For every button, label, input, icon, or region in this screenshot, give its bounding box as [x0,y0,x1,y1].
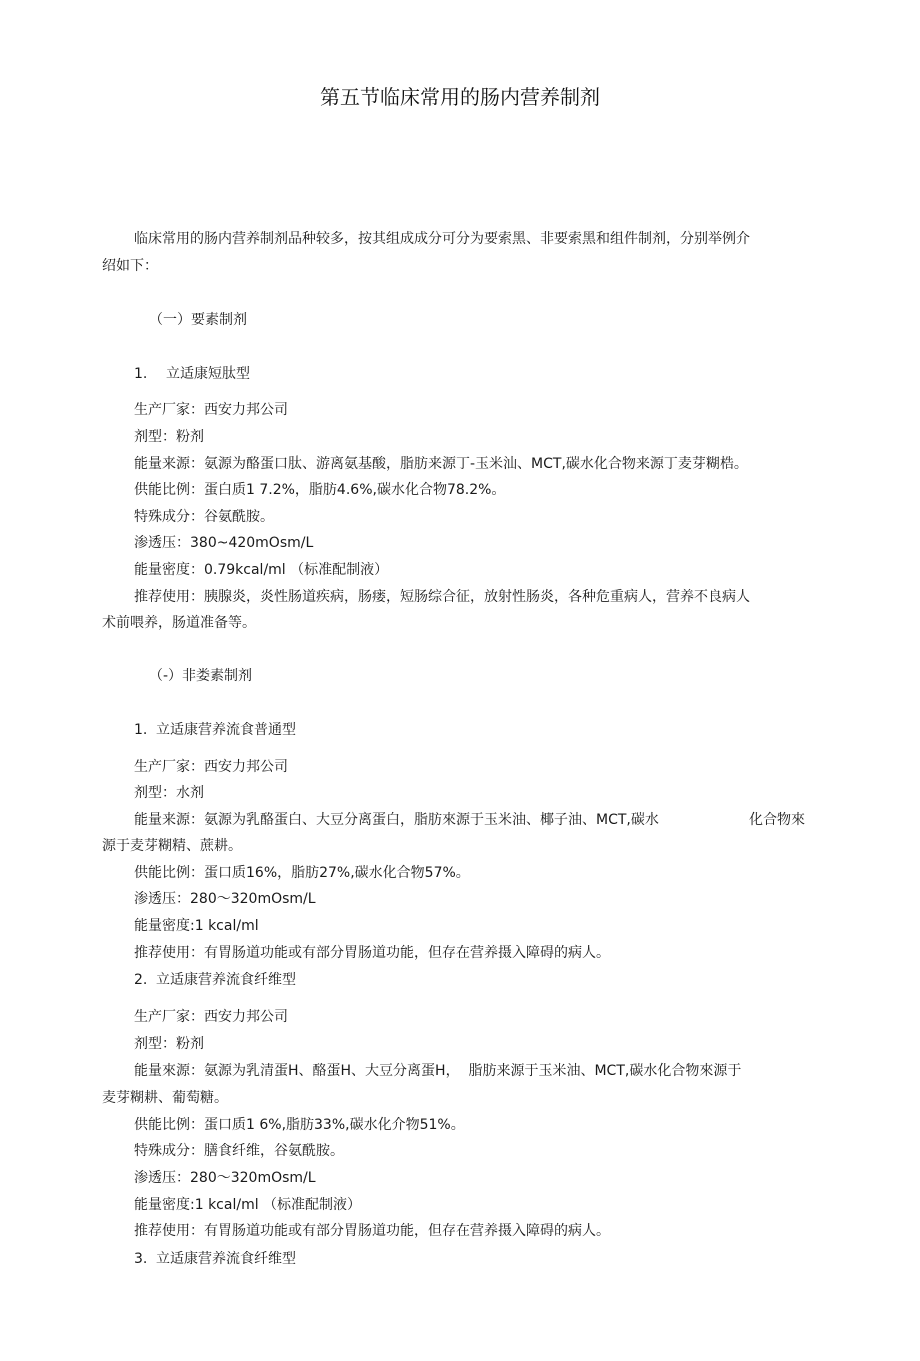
manufacturer-line: 生产厂家：西安力邦公司 [134,1009,288,1025]
recommended-use-line: 推荐使用：有胃肠道功能或有部分胃肠道功能，但存在营养摄入障碍的病人。 [134,1223,610,1239]
item-number: 1. [134,722,148,738]
section-heading-elemental: （一）要素制剂 [149,312,247,328]
dosage-form-line: 剂型：粉剂 [134,1036,204,1052]
dosage-form-line: 剂型：粉剂 [134,429,204,445]
item-number: 2. [134,972,148,988]
special-ingredient-line: 特殊成分：谷氨酰胺。 [134,509,274,525]
energy-source-line: 能量來源：氨源为乳清蛋H、酪蛋H、大豆分离蛋H， 脂肪来源于玉米油、MCT,碳水化合物來源于 [134,1063,742,1079]
energy-source-line-tail: 化合物來 [749,812,805,828]
recommended-use-line: 推荐使用：有胃肠道功能或有部分胃肠道功能，但存在营养摄入障碍的病人。 [134,945,610,961]
energy-source-line: 能量来源：氨源为酪蛋口肽、游离氨基酸，脂肪来源丁-玉米汕、MCT,碳水化合物来源丁麦芽糊梏。 [134,456,748,472]
section-heading-non-elemental: （-）非娄素制剂 [149,668,253,684]
intro-paragraph-line-1: 临床常用的肠内营养制剂品种较多，按其组成成分可分为要索黑、非要索黑和组件制剂，分别举例介 [134,231,750,247]
energy-source-line: 能量来源：氨源为乳酪蛋白、大豆分离蛋白，脂肪來源于玉米油、椰子油、MCT,碳水 [134,812,659,828]
recommended-use-line-1: 推荐使用：胰腺炎，炎性肠道疾病，肠瘘，短肠综合征，放射性肠炎，各种危重病人，营养不良病人 [134,589,750,605]
energy-source-line-continued: 麦芽糊耕、葡萄糖。 [102,1090,228,1106]
manufacturer-line: 生产厂家：西安力邦公司 [134,759,288,775]
energy-source-line-continued: 源于麦芽糊精、蔗耕。 [102,838,242,854]
item-heading: 立适康营养流食纤维型 [156,1251,296,1267]
energy-density-line: 能量密度:1 kcal/ml [134,918,259,934]
item-heading: 立适康营养流食普通型 [156,722,296,738]
energy-ratio-line: 供能比例：蛋白质1 7.2%，脂肪4.6%,碳水化合物78.2%。 [134,482,506,498]
osmotic-pressure-line: 渗透压：280～320mOsm/L [134,1170,316,1186]
item-number: 1. [134,366,148,382]
energy-density-line: 能量密度：0.79kcal/ml （标准配制液） [134,562,389,578]
item-heading: 立适康营养流食纤维型 [156,972,296,988]
item-number: 3. [134,1251,148,1267]
energy-ratio-line: 供能比例：蛋口质1 6%,脂肪33%,碳水化介物51%。 [134,1117,465,1133]
dosage-form-line: 剂型：水剂 [134,785,204,801]
special-ingredient-line: 特殊成分：膳食纤维，谷氨酰胺。 [134,1143,344,1159]
osmotic-pressure-line: 渗透压：280～320mOsm/L [134,891,316,907]
osmotic-pressure-line: 渗透压：380~420mOsm/L [134,535,314,551]
recommended-use-line-2: 术前喂养，肠道准备等。 [102,615,256,631]
energy-ratio-line: 供能比例：蛋口质16%，脂肪27%,碳水化合物57%。 [134,865,470,881]
item-heading: 立适康短肽型 [166,366,250,382]
energy-density-line: 能量密度:1 kcal/ml （标准配制液） [134,1197,362,1213]
document-title: 第五节临床常用的肠内营养制剂 [320,85,600,109]
manufacturer-line: 生产厂家：西安力邦公司 [134,402,288,418]
intro-paragraph-line-2: 绍如下： [102,258,158,274]
